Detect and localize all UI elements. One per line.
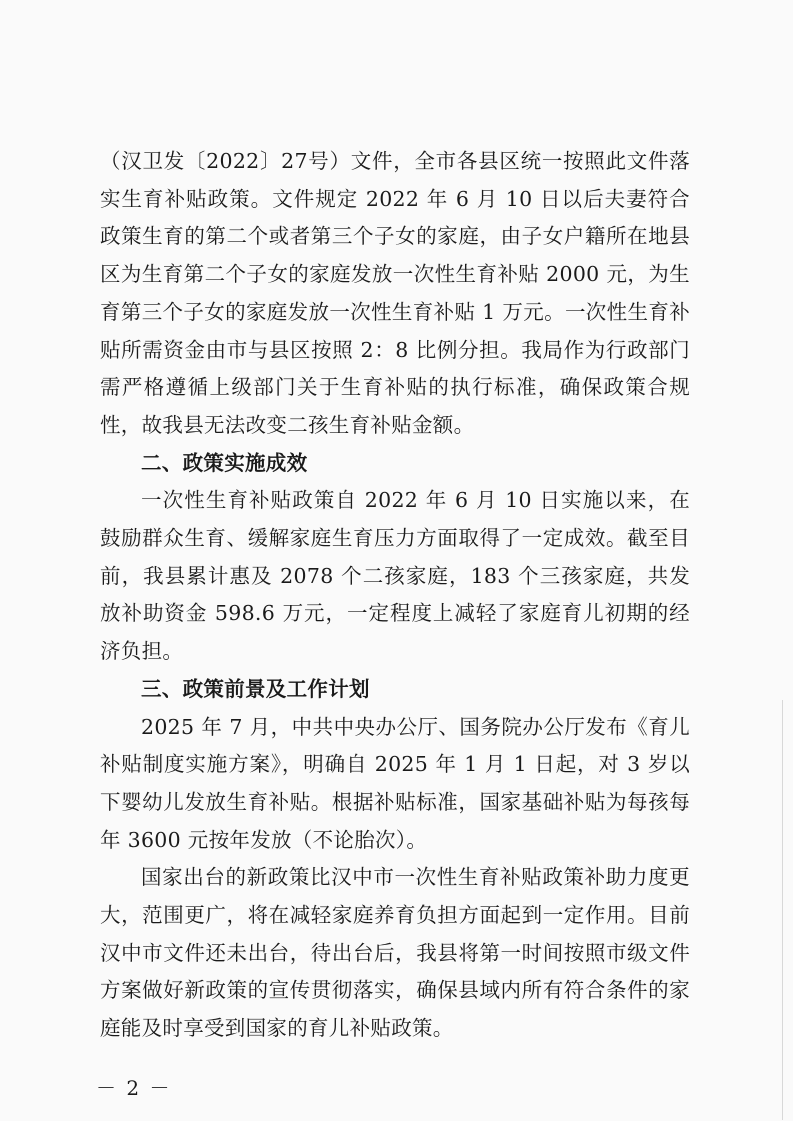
section-heading-2: 二、政策实施成效 <box>141 450 308 475</box>
paragraph-3: 2025 年 7 月，中共中央办公厅、国务院办公厅发布《育儿补贴制度实施方案》，明确自 2025 年 1 月 1 日起，对 3 岁以下婴幼儿发放生育补贴。根据补贴标准，国家基础补贴为每孩每年 3600 元按年发放（不论胎次）。 <box>100 714 690 852</box>
paragraph-1: （汉卫发〔2022〕27号）文件，全市各县区统一按照此文件落实生育补贴政策。文件规定 2022 年 6 月 10 日以后夫妻符合政策生育的第二个或者第三个子女的家庭，由子女户籍所在地县区为生育第二个子女的家庭发放一次性生育补贴 2000 元，为生育第三个子女的家庭发放一次性生育补贴 1 万元。一次性生育补贴所需资金由市与县区按照 2：8 比例分担。我局作为行政部门需严格遵循上级部门关于生育补贴的执行标准，确保政策合规性，故我县无法改变二孩生育补贴金额。 <box>100 149 690 437</box>
page-number: － 2 － <box>96 1076 172 1100</box>
scan-edge-divider <box>782 700 783 1120</box>
paragraph-4: 国家出台的新政策比汉中市一次性生育补贴政策补助力度更大，范围更广，将在减轻家庭养育负担方面起到一定作用。目前汉中市文件还未出台，待出台后，我县将第一时间按照市级文件方案做好新政策的宣传贯彻落实，确保县域内所有符合条件的家庭能及时享受到国家的育儿补贴政策。 <box>100 865 690 1041</box>
document-body <box>100 143 690 1048</box>
section-heading-3: 三、政策前景及工作计划 <box>141 676 370 701</box>
paragraph-2: 一次性生育补贴政策自 2022 年 6 月 10 日实施以来，在鼓励群众生育、缓解家庭生育压力方面取得了一定成效。截至目前，我县累计惠及 2078 个二孩家庭，183 个三孩家庭，共发放补助资金 598.6 万元，一定程度上减轻了家庭育儿初期的经济负担。 <box>100 488 690 664</box>
